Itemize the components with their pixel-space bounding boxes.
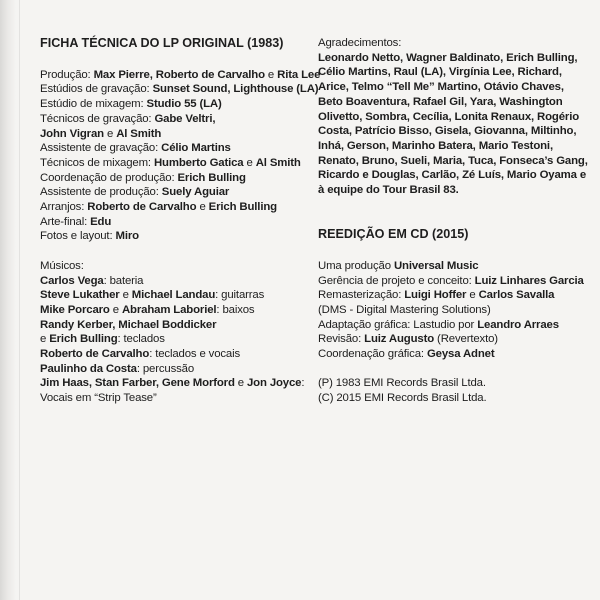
credit-label: Remasterização: — [318, 289, 405, 302]
reissue-credit-line — [318, 259, 590, 274]
spacer — [318, 198, 590, 213]
acknowledgements-heading: Agradecimentos: — [318, 37, 402, 49]
credit-label: Assistente de gravação: — [40, 142, 162, 155]
credit-name: Roberto de Carvalho — [40, 348, 150, 361]
credit-name: Erich Bulling — [208, 201, 277, 214]
credit-name: Mike Porcaro — [40, 303, 110, 316]
credit-line — [40, 185, 302, 200]
credit-name: Rita Lee — [277, 68, 321, 81]
credit-label: e — [119, 289, 132, 302]
credit-line — [40, 141, 302, 156]
credit-name: Michael Landau — [131, 289, 216, 302]
credit-label: (Revertexto) — [434, 333, 498, 346]
credit-line — [40, 215, 302, 230]
credit-label: e — [264, 68, 278, 81]
credit-name: Al Smith — [255, 156, 301, 169]
credit-label: : teclados e vocais — [149, 348, 241, 361]
credit-label: e — [196, 201, 209, 214]
credit-label: Arranjos: — [40, 201, 88, 214]
credit-name: Al Smith — [116, 127, 162, 140]
credit-label: e — [40, 333, 50, 346]
musician-line — [40, 318, 302, 333]
credit-label: : percussão — [136, 362, 195, 375]
copyright-phonogram: (P) 1983 EMI Records Brasil Ltda. — [318, 377, 486, 390]
credit-label: (DMS - Digital Mastering Solutions) — [318, 303, 491, 316]
credit-label: : guitarras — [215, 289, 265, 302]
credit-name: Luigi Hoffer — [404, 289, 467, 302]
credit-name: Gabe Veltri, — [154, 112, 216, 125]
original-lp-title: FICHA TÉCNICA DO LP ORIGINAL (1983) — [40, 36, 284, 50]
acknowledgements-text: Leonardo Netto, Wagner Baldinato, Erich Bulling, Célio Martins, Raul (LA), Virgínia Lee, Richard, Arice, Telmo “Tell Me” Martino, Otávio Chaves, Beto Boaventura, Rafael Gil, Yara, Washington Olivetto, Sombra, Cecília, Lonita Renaux, Rogério Costa, Patrício Bisso, Gisela, Giovanna, Miltinho, Inhá, Gerson, Marinho Batera, Mario Testoni, Renato, Bruno, Sueli, Maria, Tuca, Fonseca’s Gang, Ricardo e Douglas, Carlão, Zé Luís, Mario Oyama e à equipe do Tour Brasil 83. — [318, 51, 588, 197]
credit-label: e — [103, 127, 117, 140]
credit-line — [40, 127, 302, 142]
credit-label: Assistente de produção: — [40, 186, 162, 199]
credit-name: Miro — [115, 230, 139, 243]
musician-line — [40, 274, 302, 289]
musician-line — [40, 362, 302, 377]
credit-label: e — [466, 289, 479, 302]
credit-name: Leandro Arraes — [477, 318, 559, 331]
credit-label: e — [109, 303, 122, 316]
credit-name: Geysa Adnet — [426, 348, 495, 361]
credit-label: : bateria — [103, 274, 144, 287]
reissue-credit-line — [318, 274, 590, 289]
credit-name: Carlos Savalla — [478, 289, 555, 302]
musician-line — [40, 332, 302, 347]
credit-line — [40, 156, 302, 171]
credit-name: Randy Kerber, Michael Boddicker — [40, 318, 217, 331]
credit-label: Revisão: — [318, 333, 365, 346]
credit-name: Jim Haas, Stan Farber, Gene Morford — [40, 377, 235, 390]
credit-name: Studio 55 (LA) — [146, 98, 222, 111]
credit-name: Steve Lukather — [40, 289, 120, 302]
credit-name: Universal Music — [393, 259, 479, 272]
credit-name: Luiz Linhares Garcia — [474, 274, 584, 287]
credit-name: Humberto Gatica — [153, 156, 244, 169]
credit-label: Vocais em “Strip Tease” — [40, 392, 157, 405]
credit-label: Adaptação gráfica: Lastudio por — [318, 318, 478, 331]
credit-label: Produção: — [40, 68, 94, 81]
credit-name: Max Pierre, Roberto de Carvalho — [93, 68, 265, 81]
credit-name: Edu — [90, 215, 112, 228]
musician-line — [40, 391, 302, 406]
reissue-credit-line — [318, 303, 590, 318]
credit-label: Uma produção — [318, 259, 394, 272]
credit-line — [40, 200, 302, 215]
musician-line — [40, 288, 302, 303]
reissue-credit-line — [318, 318, 590, 333]
credit-name: Luiz Augusto — [364, 333, 435, 346]
credit-line — [40, 171, 302, 186]
reissue-credit-line — [318, 288, 590, 303]
credit-label: Técnicos de gravação: — [40, 112, 155, 125]
booklet-fold-line — [19, 0, 20, 600]
spacer — [318, 362, 590, 377]
spacer — [40, 244, 302, 259]
credit-label: e — [243, 156, 256, 169]
reissue-credit-line — [318, 332, 590, 347]
credit-line — [40, 229, 302, 244]
credit-label: Técnicos de mixagem: — [40, 156, 154, 169]
credit-name: Suely Aguiar — [161, 186, 230, 199]
copyright-graphic: (C) 2015 EMI Records Brasil Ltda. — [318, 392, 487, 405]
credit-name: John Vigran — [40, 127, 104, 140]
reissue-credit-line — [318, 347, 590, 362]
musician-line — [40, 347, 302, 362]
credit-label: Coordenação gráfica: — [318, 348, 427, 361]
credit-name: Carlos Vega — [40, 274, 104, 287]
credit-label: Gerência de projeto e conceito: — [318, 274, 475, 287]
credit-label: Estúdios de gravação: — [40, 83, 153, 96]
acknowledgements-column — [318, 36, 590, 406]
credit-line — [40, 68, 321, 83]
credit-name: Paulinho da Costa — [40, 362, 137, 375]
cd-reissue-title: REEDIÇÃO EM CD (2015) — [318, 227, 469, 242]
credit-label: Arte-final: — [40, 215, 91, 228]
credit-label: : — [301, 377, 305, 390]
musicians-heading: Músicos: — [40, 259, 84, 272]
credit-label: Fotos e layout: — [40, 230, 116, 243]
credit-line — [40, 97, 302, 112]
credit-label: Estúdio de mixagem: — [40, 98, 147, 111]
booklet-fold-shadow — [0, 0, 16, 600]
musicians-list — [40, 274, 305, 406]
credit-line — [40, 82, 319, 97]
credit-label: : baixos — [216, 303, 255, 316]
production-credits-list — [40, 68, 321, 244]
credit-name: Abraham Laboriel — [121, 303, 217, 316]
musician-line — [40, 303, 302, 318]
credit-name: Sunset Sound, Lighthouse (LA) — [152, 83, 319, 96]
credit-label: Coordenação de produção: — [40, 171, 178, 184]
credit-name: Roberto de Carvalho — [87, 201, 197, 214]
credit-name: Erich Bulling — [49, 333, 118, 346]
credit-name: Erich Bulling — [177, 171, 246, 184]
credit-line — [40, 112, 302, 127]
cd-reissue-credits-list — [318, 259, 590, 362]
credit-name: Jon Joyce — [247, 377, 302, 390]
original-lp-credits-column — [40, 36, 321, 406]
credit-name: Célio Martins — [161, 142, 231, 155]
musician-line — [40, 376, 305, 391]
credit-label: e — [234, 377, 247, 390]
credit-label: : teclados — [117, 333, 165, 346]
spacer — [318, 212, 590, 227]
